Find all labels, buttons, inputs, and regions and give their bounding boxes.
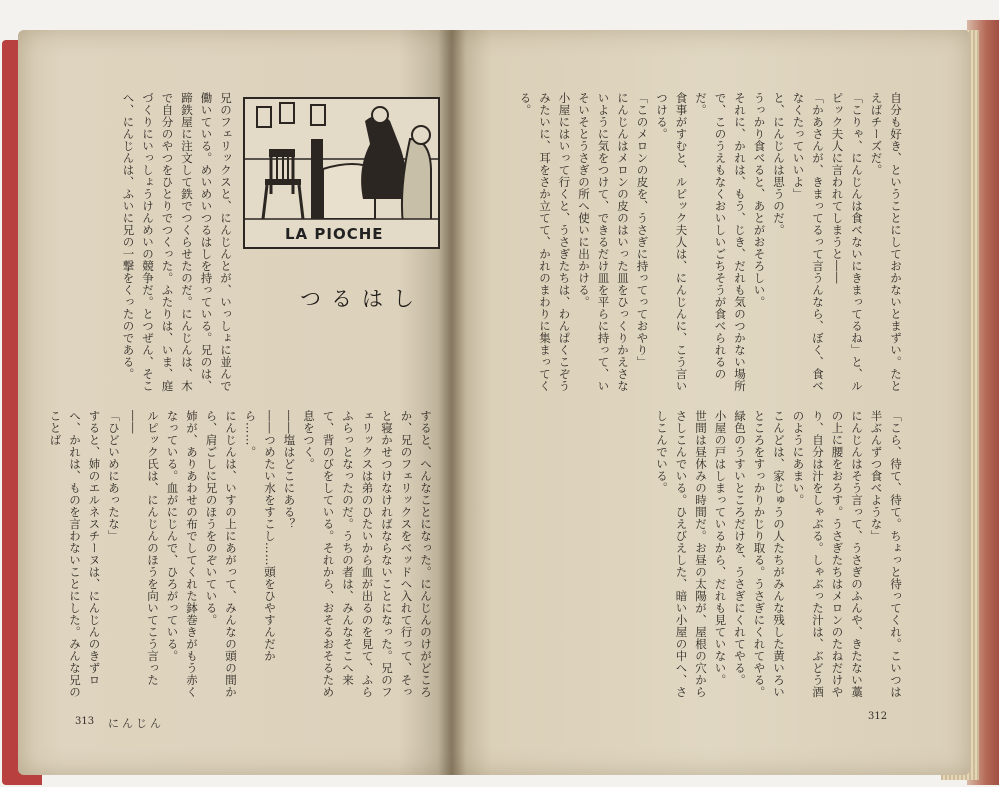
chapter-illustration [243, 97, 440, 249]
right-page-number: 312 [868, 711, 888, 722]
chapter-title: つるはし [300, 287, 424, 311]
right-page-lower-text: 「こら、待て、待て。ちょっと待ってくれ。こいつは半ぶんずつ食べような」 にんじんはそう言って、うさぎのふんや、きたない藁の上に腰をおろす。うさぎたちはメロンのたねだけやり、自分は汁をしゃぶる。しゃぶった汁は、ぶどう酒のようにあまい。 こんどは、家じゅうの人たちがみんな残した黄いろいところをすっかりかじり取る。うさぎにくれてやる。 緑色のうすいところだけを、うさぎにくれてやる。 小屋の戸はしまっているから、だれも見ていない。 世間は昼休みの時間だ。お昼の太陽が、屋根の穴からさしこんでいる。ひえびえした、暗い小屋の中へ、さしこんでいる。 [655, 410, 903, 698]
left-page-number: 313 [75, 716, 95, 727]
illustration-caption: LA PIOCHE [285, 225, 384, 243]
running-head: にんじん [108, 717, 164, 730]
left-page-lower-text: すると、へんなことになった。にんじんのけがどころか、兄のフェリックスをベッドへ入れて行って、そっと寝かせつけなければならないことになった。兄のフェリックスは弟のひたいから血が出るのを見て、ふらふらっとなったのだ。うちの者は、みんなそこへ来て、背のびをしている。それから、おそるおそるため息をつく。 ――塩はどこにある？ ――つめたい水をすこし……頭をひやすんだから……。 にんじんは、いすの上にあがって、みんなの頭の間から、肩ごしに兄のほうをのぞいている。 姉が、ありあわせの布でしてくれた鉢巻きがもう赤くなっている。血がにじんで、ひろがっている。 ルピック氏は、にんじんのほうを向いてこう言った―― 「ひどいめにあったな」 すると、姉のエルネスチーヌは、にんじんのきずロへ、かれは、ものを言わないことにした。みんな兄のことば [48, 410, 433, 698]
right-page-upper-text: 自分も好き、ということにしておかないとまずい。たとえばチーズだ。 「こりゃ、にんじんは食べないにきまってるね」と、ルピック夫人に言われてしまうと―― 「かあさんが、きまってるって言うんなら、ぼく、食べなくたっていいよ」 と、にんじんは思うのだ。 うっかり食べると、あとがおそろしい。 それに、かれは、もう、じき、だれも気のつかない場所で、このうえもなくおいしいごちそうが食べられるのだ。 食事がすむと、ルピック夫人は、にんじんに、こう言いつける。 「このメロンの皮を、うさぎに持ってっておやり」 にんじんはメロンの皮のはいった皿をひっくりかえさないように気をつけて、できるだけ皿を平らに持って、いそいそとうさぎの所へ使いに出かける。 小屋にはいって行くと、うさぎたちは、わんぱくこぞうみたいに、耳をさか立てて、かれのまわりに集まってくる。 [518, 92, 903, 392]
left-page-upper-text: 兄のフェリックスと、にんじんとが、いっしょに並んで働いている。めいめいつるはしを持っている。兄のは、蹄鉄屋に注文して鉄でつくらせたのだ。にんじんは、木で自分のやつをひとりでつくった。ふたりは、いま、庭づくりにいっしょうけんめいの競争だ。とつぜん、そこへ、にんじんは、ふいに兄の一撃をくったのである。 [121, 92, 233, 392]
book-gutter [438, 30, 466, 775]
